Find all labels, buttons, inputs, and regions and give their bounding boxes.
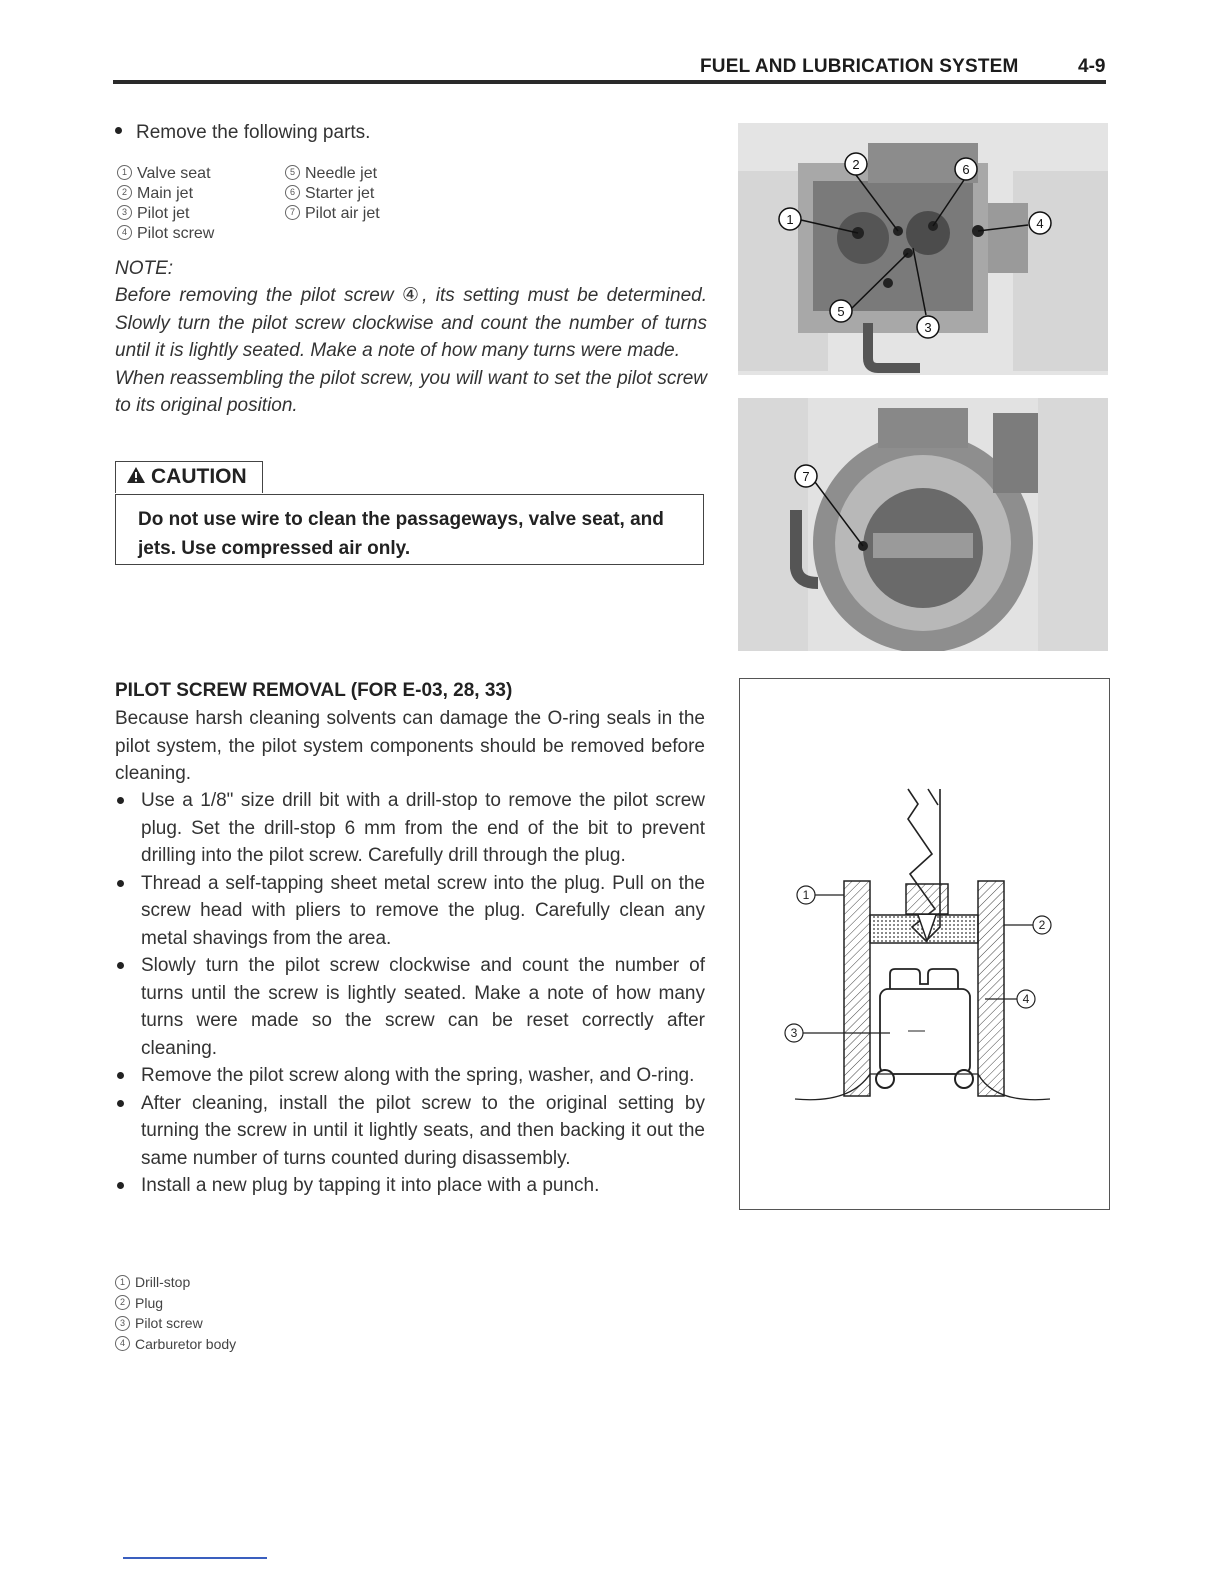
part-item: 1 Valve seat [117,164,214,184]
pilot-air-jet-photo [738,398,1108,651]
bullet-icon [117,1072,124,1079]
note-label: NOTE: [115,258,174,279]
section-title: FUEL AND LUBRICATION SYSTEM [700,56,1019,77]
callout-label: 3 [924,320,932,335]
list-item: After cleaning, install the pilot screw to the original setting by turning the screw in until it lightly seats, and then backing it out the same number of turns counted during disassembly. [115,1090,705,1173]
footer-rule [123,1557,267,1559]
callout-label: 2 [852,157,860,172]
legend-item: 4 Carburetor body [115,1334,236,1355]
note-body [115,282,707,420]
part-item: 3 Pilot jet [117,204,214,224]
pilot-section-title: PILOT SCREW REMOVAL (FOR E-03, 28, 33) [115,680,513,701]
legend-item: 2 Plug [115,1293,236,1314]
bullet-icon [115,127,122,134]
parts-list-left [117,164,214,244]
list-item: Thread a self-tapping sheet metal screw into the plug. Pull on the screw head with pliers to remove the plug. Carefully clean any metal shavings from the area. [115,870,705,953]
list-item: Install a new plug by tapping it into place with a punch. [115,1172,705,1200]
drawing-legend [115,1272,236,1354]
callout-label: 2 [1038,918,1046,932]
page-number: 4-9 [1078,56,1106,77]
callout-label: 3 [790,1026,798,1040]
removal-intro-text: Remove the following parts. [136,122,371,143]
pilot-screw-drill-diagram [739,678,1110,1210]
carburetor-jets-photo [738,123,1108,375]
callout-label: 1 [802,888,810,902]
callout-label: 7 [802,469,810,484]
removal-intro [115,122,370,144]
caution-label [115,461,263,493]
bullet-icon [117,1100,124,1107]
callout-label: 5 [837,304,845,319]
part-item: 4 Pilot screw [117,224,214,244]
pilot-steps-list [115,787,705,1200]
list-item: Use a 1/8" size drill bit with a drill-stop to remove the pilot screw plug. Set the drill-stop 6 mm from the end of the bit to prevent drilling into the pilot screw. Carefully drill through the plug. [115,787,705,870]
bullet-icon [117,880,124,887]
callout-label: 6 [962,162,970,177]
part-item: 7 Pilot air jet [285,204,380,224]
bullet-icon [117,962,124,969]
bullet-icon [117,797,124,804]
callout-label: 4 [1022,992,1030,1006]
parts-list-right [285,164,380,224]
header-divider [113,80,1106,84]
callout-label: 1 [786,212,794,227]
legend-item: 1 Drill-stop [115,1272,236,1293]
note-paragraph: When reassembling the pilot screw, you will want to set the pilot screw to its original position. [115,367,707,416]
part-item: 5 Needle jet [285,164,380,184]
part-item: 2 Main jet [117,184,214,204]
pilot-section-intro: Because harsh cleaning solvents can damage the O-ring seals in the pilot system, the pilot system components should be removed before cleaning. [115,708,705,784]
part-item: 6 Starter jet [285,184,380,204]
bullet-icon [117,1182,124,1189]
warning-icon [126,466,146,484]
caution-box: Do not use wire to clean the passageways, valve seat, and jets. Use compressed air only. [115,494,704,565]
list-item: Slowly turn the pilot screw clockwise and count the number of turns until the screw is lightly seated. Make a note of how many turns were made so the screw can be reset correctly after cleaning. [115,952,705,1062]
note-paragraph: Before removing the pilot screw ④, its setting must be determined. Slowly turn the pilot screw clockwise and count the number of turns until it is lightly seated. Make a note of how many turns were made. [115,285,707,361]
caution-label-text: CAUTION [151,465,247,488]
legend-item: 3 Pilot screw [115,1313,236,1334]
callout-label: 4 [1036,216,1044,231]
list-item: Remove the pilot screw along with the spring, washer, and O-ring. [115,1062,705,1090]
